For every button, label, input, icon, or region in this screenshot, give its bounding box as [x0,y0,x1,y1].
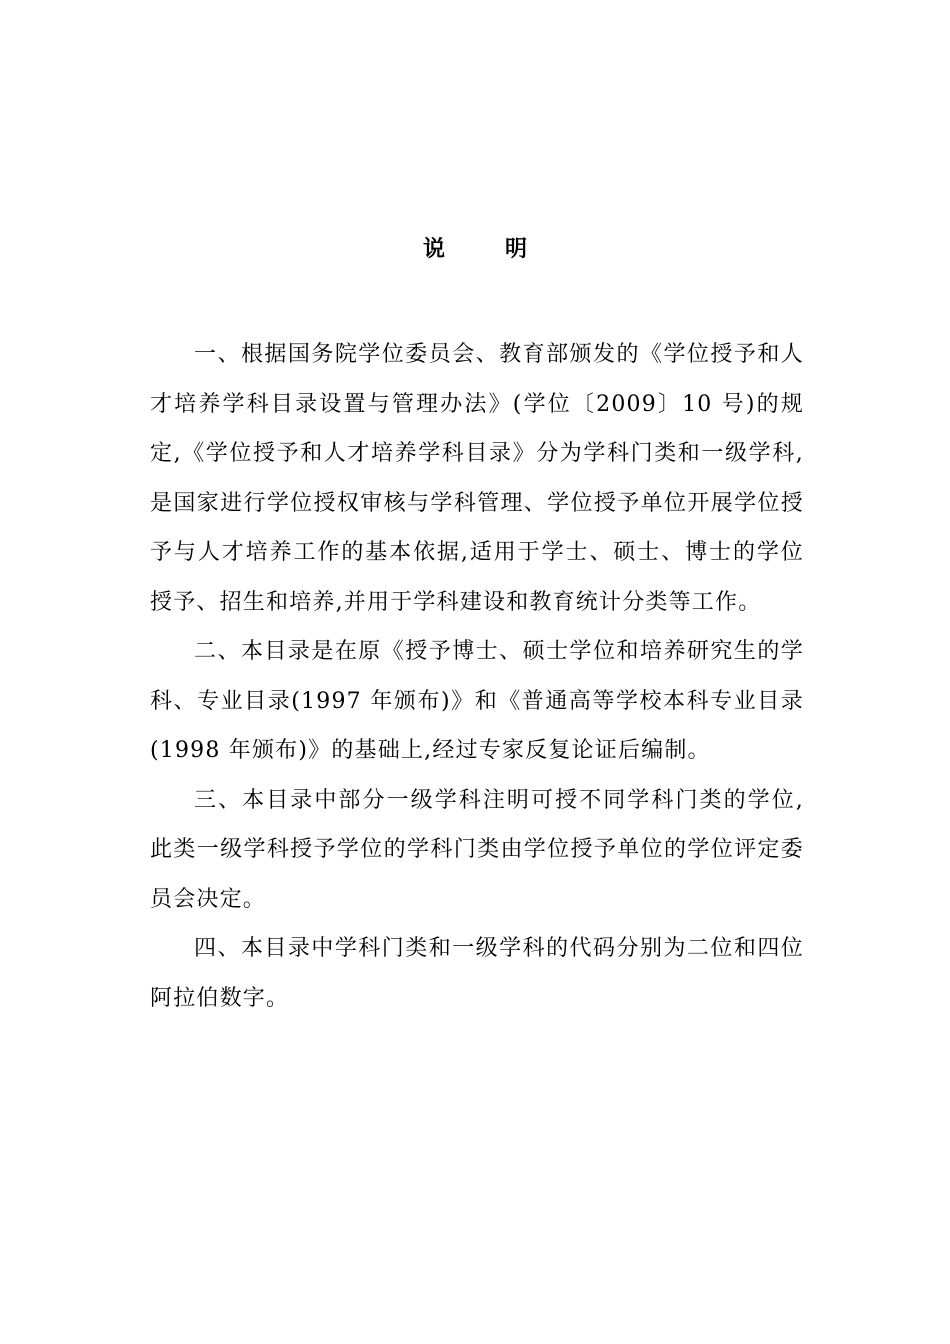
document-title: 说明 [422,236,587,262]
paragraph-2: 二、本目录是在原《授予博士、硕士学位和培养研究生的学科、专业目录(1997 年颁布)》和《普通高等学校本科专业目录(1998 年颁布)》的基础上,经过专家反复论证后编制。 [150,639,804,763]
document-body [150,330,804,1023]
paragraph-1: 一、根据国务院学位委员会、教育部颁发的《学位授予和人才培养学科目录设置与管理办法》(学位〔2009〕10 号)的规定,《学位授予和人才培养学科目录》分为学科门类和一级学科,是国家进行学位授权审核与学科管理、学位授予单位开展学位授予与人才培养工作的基本依据,适用于学士、硕士、博士的学位授予、招生和培养,并用于学科建设和教育统计分类等工作。 [150,342,804,615]
paragraph-4: 四、本目录中学科门类和一级学科的代码分别为二位和四位阿拉伯数字。 [150,936,804,1011]
paragraph-3: 三、本目录中部分一级学科注明可授不同学科门类的学位,此类一级学科授予学位的学科门类由学位授予单位的学位评定委员会决定。 [150,787,804,912]
